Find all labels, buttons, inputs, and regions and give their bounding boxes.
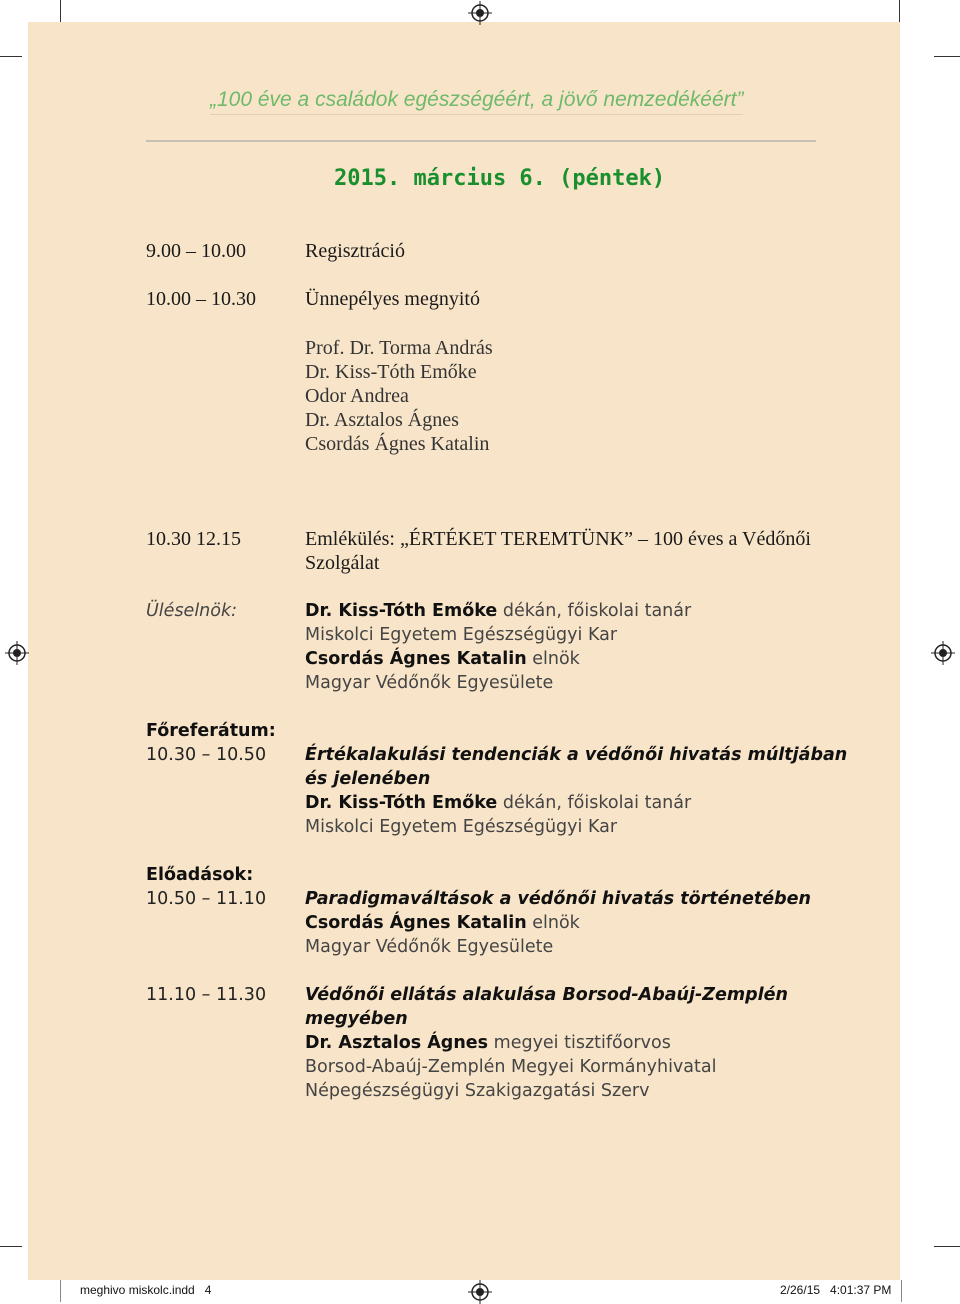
speaker-name: Dr. Asztalos Ágnes (305, 1033, 489, 1053)
keynote-speaker (305, 793, 691, 813)
motto: „100 éve a családok egészségéért, a jövő nemzedékéért” (210, 88, 743, 115)
chair-role: dékán, főiskolai tanár (497, 601, 692, 621)
speaker-name: Dr. Asztalos Ágnes (305, 409, 459, 431)
speaker-role: elnök (526, 913, 580, 933)
registration-mark-icon (5, 641, 29, 665)
talk-title: megyében (305, 1009, 408, 1029)
keynote-org: Miskolci Egyetem Egészségügyi Kar (305, 817, 618, 837)
schedule-time: 10.30 12.15 (146, 528, 241, 550)
keynote-title: és jelenében (305, 769, 431, 789)
chairs-label: Üléselnök: (146, 601, 238, 621)
crop-mark (60, 0, 61, 22)
speaker-name: Prof. Dr. Torma András (305, 337, 493, 359)
event-date: 2015. március 6. (péntek) (334, 166, 666, 191)
crop-mark (934, 56, 960, 57)
schedule-title: Regisztráció (305, 240, 405, 262)
registration-mark-icon (931, 641, 955, 665)
chair-name: Dr. Kiss-Tóth Emőke (305, 601, 498, 621)
speaker-role: dékán, főiskolai tanár (497, 793, 692, 813)
keynote-label: Főreferátum: (146, 721, 276, 741)
schedule-time: 10.00 – 10.30 (146, 288, 256, 310)
crop-mark (899, 0, 900, 22)
talk-time: 11.10 – 11.30 (146, 985, 267, 1005)
talk-speaker (305, 1033, 671, 1053)
keynote-title: Értékalakulási tendenciák a védőnői hivatás múltjában (305, 745, 848, 765)
speaker-name: Csordás Ágnes Katalin (305, 913, 527, 933)
file-name: meghivo miskolc.indd 4 (80, 1283, 212, 1297)
divider (146, 140, 816, 142)
talk-title: Védőnői ellátás alakulása Borsod-Abaúj-Zemplén (305, 985, 788, 1005)
schedule-time: 9.00 – 10.00 (146, 240, 246, 262)
talk-org: Népegészségügyi Szakigazgatási Szerv (305, 1081, 650, 1101)
speaker-name: Odor Andrea (305, 385, 409, 407)
speaker-name: Dr. Kiss-Tóth Emőke (305, 793, 498, 813)
print-timestamp: 2/26/15 4:01:37 PM (780, 1283, 892, 1297)
speaker-role: megyei tisztifőorvos (488, 1033, 671, 1053)
talk-title: Paradigmaváltások a védőnői hivatás történetében (305, 889, 811, 909)
crop-mark (0, 56, 22, 57)
crop-mark (0, 1246, 22, 1247)
schedule-title: Szolgálat (305, 552, 380, 574)
talk-speaker (305, 913, 580, 933)
talk-time: 10.50 – 11.10 (146, 889, 267, 909)
chair-name: Csordás Ágnes Katalin (305, 649, 527, 669)
chair-role: elnök (526, 649, 580, 669)
registration-mark-icon (468, 1, 492, 25)
chair-1 (305, 601, 691, 621)
crop-mark (934, 1246, 960, 1247)
talk-org: Magyar Védőnők Egyesülete (305, 937, 554, 957)
chair-org: Magyar Védőnők Egyesülete (305, 673, 554, 693)
talks-label: Előadások: (146, 865, 254, 885)
keynote-time: 10.30 – 10.50 (146, 745, 267, 765)
schedule-title: Ünnepélyes megnyitó (305, 288, 480, 310)
speaker-name: Csordás Ágnes Katalin (305, 433, 490, 455)
schedule-title: Emlékülés: „ÉRTÉKET TEREMTÜNK” – 100 éves a Védőnői (305, 528, 811, 550)
talk-org: Borsod-Abaúj-Zemplén Megyei Kormányhivatal (305, 1057, 717, 1077)
speaker-name: Dr. Kiss-Tóth Emőke (305, 361, 477, 383)
chair-2 (305, 649, 580, 669)
chair-org: Miskolci Egyetem Egészségügyi Kar (305, 625, 618, 645)
